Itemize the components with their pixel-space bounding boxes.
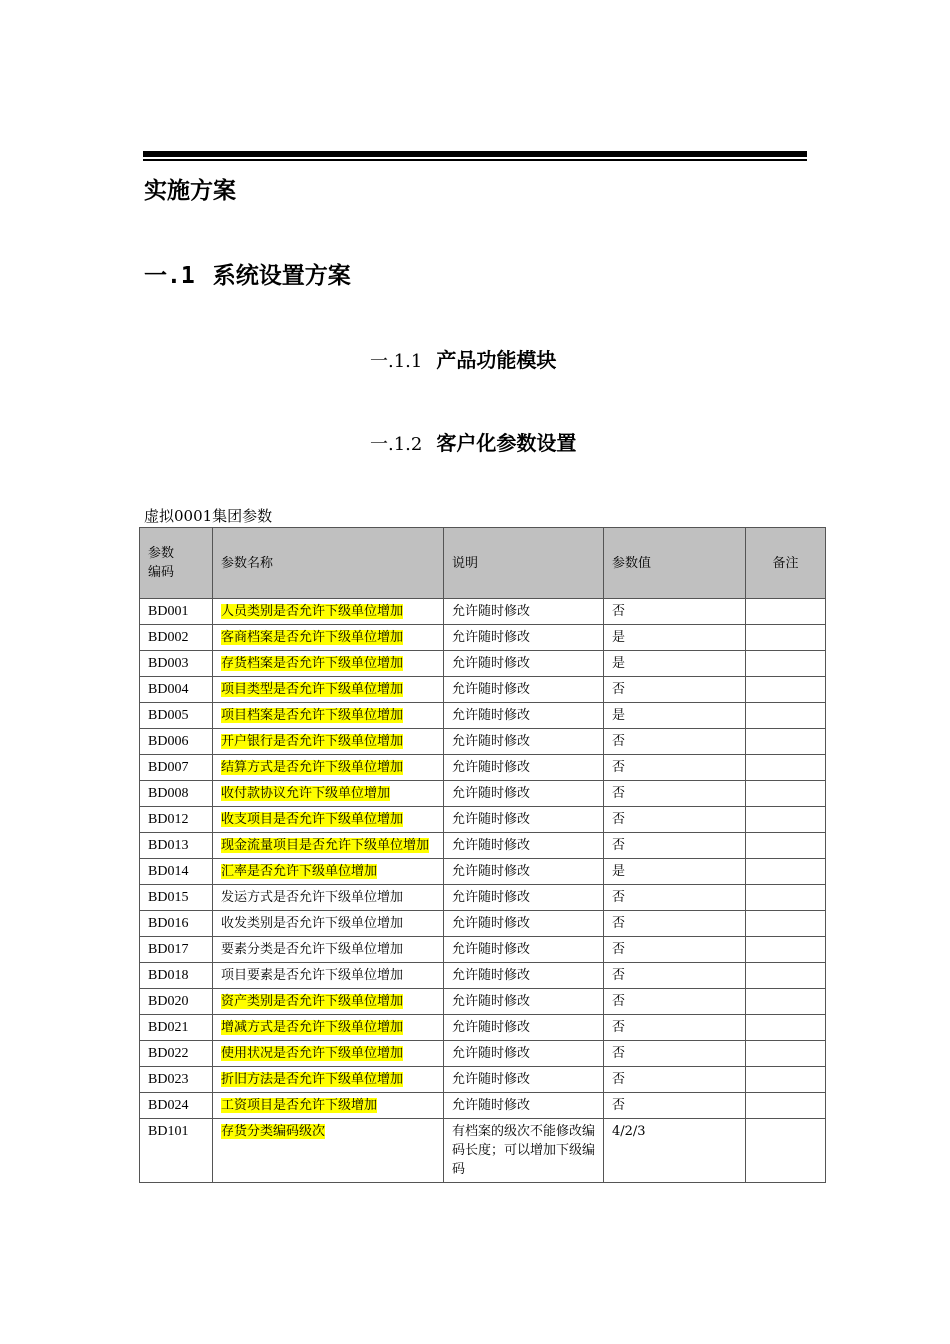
param-desc xyxy=(444,755,604,781)
param-desc xyxy=(444,963,604,989)
param-code xyxy=(140,807,213,833)
param-code-text: BD002 xyxy=(148,630,189,645)
param-note xyxy=(746,963,826,989)
param-desc xyxy=(444,703,604,729)
param-value-text: 否 xyxy=(612,1020,626,1035)
param-name-text: 要素分类是否允许下级单位增加 xyxy=(221,942,404,957)
param-desc xyxy=(444,1015,604,1041)
param-note xyxy=(746,651,826,677)
header-value: 参数值 xyxy=(604,528,746,599)
param-name xyxy=(213,625,444,651)
param-value-text: 是 xyxy=(612,656,626,671)
table-row xyxy=(140,1067,826,1093)
param-value xyxy=(604,859,746,885)
param-note xyxy=(746,1067,826,1093)
param-value-text: 否 xyxy=(612,812,626,827)
table-row xyxy=(140,625,826,651)
table-row xyxy=(140,781,826,807)
param-desc xyxy=(444,651,604,677)
param-code xyxy=(140,989,213,1015)
param-desc-text: 允许随时修改 xyxy=(452,1046,531,1061)
param-code xyxy=(140,1119,213,1183)
param-value-text: 4/2/3 xyxy=(612,1124,646,1139)
param-value-text: 否 xyxy=(612,786,626,801)
param-name-text: 汇率是否允许下级单位增加 xyxy=(221,864,378,879)
param-value xyxy=(604,677,746,703)
param-desc xyxy=(444,989,604,1015)
param-name xyxy=(213,1119,444,1183)
param-value-text: 否 xyxy=(612,760,626,775)
param-note xyxy=(746,911,826,937)
param-code-text: BD020 xyxy=(148,994,189,1009)
param-code-text: BD024 xyxy=(148,1098,189,1113)
param-name xyxy=(213,833,444,859)
param-desc xyxy=(444,625,604,651)
param-desc xyxy=(444,833,604,859)
param-value xyxy=(604,1041,746,1067)
param-name-text: 工资项目是否允许下级增加 xyxy=(221,1098,378,1113)
param-name xyxy=(213,1093,444,1119)
param-desc xyxy=(444,1067,604,1093)
param-desc xyxy=(444,885,604,911)
param-value xyxy=(604,1067,746,1093)
param-name xyxy=(213,755,444,781)
param-code-text: BD003 xyxy=(148,656,189,671)
param-note xyxy=(746,781,826,807)
param-code xyxy=(140,677,213,703)
param-desc-text: 允许随时修改 xyxy=(452,1072,531,1087)
param-name-text: 折旧方法是否允许下级单位增加 xyxy=(221,1072,404,1087)
param-code xyxy=(140,911,213,937)
param-value-text: 否 xyxy=(612,890,626,905)
param-code xyxy=(140,651,213,677)
param-code xyxy=(140,703,213,729)
table-row xyxy=(140,677,826,703)
table-row xyxy=(140,963,826,989)
heading-rule-thick xyxy=(143,151,807,157)
param-value xyxy=(604,807,746,833)
param-note xyxy=(746,885,826,911)
param-desc xyxy=(444,729,604,755)
param-desc-text: 允许随时修改 xyxy=(452,890,531,905)
param-code-text: BD017 xyxy=(148,942,189,957)
param-code-text: BD008 xyxy=(148,786,189,801)
header-name: 参数名称 xyxy=(213,528,444,599)
param-desc xyxy=(444,911,604,937)
param-desc-text: 允许随时修改 xyxy=(452,942,531,957)
param-desc xyxy=(444,781,604,807)
param-code-text: BD021 xyxy=(148,1020,189,1035)
param-value-text: 否 xyxy=(612,1098,626,1113)
table-row xyxy=(140,1015,826,1041)
header-desc: 说明 xyxy=(444,528,604,599)
section-heading xyxy=(144,257,351,290)
param-code-text: BD004 xyxy=(148,682,189,697)
param-desc-text: 允许随时修改 xyxy=(452,968,531,983)
table-row xyxy=(140,1093,826,1119)
param-value-text: 否 xyxy=(612,1072,626,1087)
param-desc-text: 允许随时修改 xyxy=(452,656,531,671)
param-value-text: 否 xyxy=(612,942,626,957)
param-code-text: BD015 xyxy=(148,890,189,905)
param-code xyxy=(140,963,213,989)
table-row xyxy=(140,1119,826,1183)
param-value xyxy=(604,833,746,859)
header-note: 备注 xyxy=(746,528,826,599)
param-name xyxy=(213,599,444,625)
table-row xyxy=(140,651,826,677)
param-name xyxy=(213,703,444,729)
param-code-text: BD005 xyxy=(148,708,189,723)
subsection-heading-2 xyxy=(370,427,576,456)
param-code-text: BD006 xyxy=(148,734,189,749)
header-code-line1: 参数 xyxy=(148,546,175,561)
param-value xyxy=(604,703,746,729)
param-name-text: 项目要素是否允许下级单位增加 xyxy=(221,968,404,983)
param-desc-text: 允许随时修改 xyxy=(452,1098,531,1113)
param-value-text: 否 xyxy=(612,734,626,749)
subsection-title: 产品功能模块 xyxy=(436,348,557,372)
param-code-text: BD012 xyxy=(148,812,189,827)
param-code xyxy=(140,625,213,651)
param-desc xyxy=(444,677,604,703)
param-desc xyxy=(444,1041,604,1067)
param-value-text: 否 xyxy=(612,916,626,931)
param-code xyxy=(140,1041,213,1067)
table-header-row xyxy=(140,528,826,599)
param-note xyxy=(746,1093,826,1119)
param-name xyxy=(213,963,444,989)
param-name xyxy=(213,911,444,937)
param-code-text: BD007 xyxy=(148,760,189,775)
param-desc xyxy=(444,807,604,833)
param-code xyxy=(140,1067,213,1093)
param-desc xyxy=(444,859,604,885)
param-name-text: 使用状况是否允许下级单位增加 xyxy=(221,1046,404,1061)
header-code xyxy=(140,528,213,599)
param-name-text: 收付款协议允许下级单位增加 xyxy=(221,786,391,801)
table-row xyxy=(140,885,826,911)
param-name xyxy=(213,729,444,755)
param-name-text: 存货分类编码级次 xyxy=(221,1124,326,1139)
param-value-text: 否 xyxy=(612,968,626,983)
param-code-text: BD001 xyxy=(148,604,189,619)
param-desc-text: 允许随时修改 xyxy=(452,1020,531,1035)
param-desc-text: 允许随时修改 xyxy=(452,864,531,879)
param-value xyxy=(604,755,746,781)
table-row xyxy=(140,937,826,963)
parameters-table xyxy=(139,527,826,1183)
param-note xyxy=(746,729,826,755)
param-value xyxy=(604,729,746,755)
param-code xyxy=(140,781,213,807)
table-row xyxy=(140,755,826,781)
subsection-title: 客户化参数设置 xyxy=(436,431,577,455)
param-note xyxy=(746,989,826,1015)
param-name-text: 项目档案是否允许下级单位增加 xyxy=(221,708,404,723)
param-desc-text: 允许随时修改 xyxy=(452,734,531,749)
param-value xyxy=(604,1015,746,1041)
param-name xyxy=(213,807,444,833)
param-value xyxy=(604,599,746,625)
param-desc-text: 允许随时修改 xyxy=(452,838,531,853)
param-desc-text: 允许随时修改 xyxy=(452,604,531,619)
param-code xyxy=(140,859,213,885)
param-value xyxy=(604,885,746,911)
param-note xyxy=(746,703,826,729)
param-name-text: 开户银行是否允许下级单位增加 xyxy=(221,734,404,749)
param-value-text: 否 xyxy=(612,994,626,1009)
param-value-text: 否 xyxy=(612,604,626,619)
param-value-text: 是 xyxy=(612,708,626,723)
param-desc-text: 允许随时修改 xyxy=(452,812,531,827)
table-row xyxy=(140,807,826,833)
param-name-text: 项目类型是否允许下级单位增加 xyxy=(221,682,404,697)
table-row xyxy=(140,599,826,625)
param-value xyxy=(604,651,746,677)
param-value xyxy=(604,937,746,963)
param-desc-text: 允许随时修改 xyxy=(452,786,531,801)
param-name xyxy=(213,989,444,1015)
param-desc-text: 允许随时修改 xyxy=(452,682,531,697)
param-name-text: 增减方式是否允许下级单位增加 xyxy=(221,1020,404,1035)
param-name-text: 存货档案是否允许下级单位增加 xyxy=(221,656,404,671)
param-name-text: 收支项目是否允许下级单位增加 xyxy=(221,812,404,827)
param-desc xyxy=(444,1093,604,1119)
param-name-text: 发运方式是否允许下级单位增加 xyxy=(221,890,404,905)
param-name xyxy=(213,677,444,703)
section-title: 系统设置方案 xyxy=(212,263,351,289)
heading-rule-thin xyxy=(143,159,807,161)
param-code xyxy=(140,1093,213,1119)
param-note xyxy=(746,625,826,651)
param-desc xyxy=(444,1119,604,1183)
param-code xyxy=(140,755,213,781)
param-note xyxy=(746,859,826,885)
param-note xyxy=(746,1119,826,1183)
param-name xyxy=(213,1015,444,1041)
param-code-text: BD013 xyxy=(148,838,189,853)
param-code xyxy=(140,833,213,859)
subsection-number: 一.1.1 xyxy=(370,351,423,372)
param-name xyxy=(213,937,444,963)
subsection-number: 一.1.2 xyxy=(370,434,423,455)
param-desc-text: 允许随时修改 xyxy=(452,760,531,775)
param-value-text: 是 xyxy=(612,864,626,879)
param-code xyxy=(140,599,213,625)
param-code xyxy=(140,937,213,963)
param-code xyxy=(140,1015,213,1041)
param-name xyxy=(213,651,444,677)
param-name xyxy=(213,859,444,885)
param-note xyxy=(746,1041,826,1067)
param-value xyxy=(604,1119,746,1183)
param-desc-text: 允许随时修改 xyxy=(452,708,531,723)
param-value xyxy=(604,911,746,937)
param-name xyxy=(213,781,444,807)
param-code-text: BD101 xyxy=(148,1124,189,1139)
section-number: 一.1 xyxy=(144,263,195,289)
param-note xyxy=(746,937,826,963)
param-value xyxy=(604,1093,746,1119)
param-note xyxy=(746,755,826,781)
table-row xyxy=(140,703,826,729)
param-value xyxy=(604,625,746,651)
param-name-text: 资产类别是否允许下级单位增加 xyxy=(221,994,404,1009)
chapter-title: 实施方案 xyxy=(144,178,236,204)
param-note xyxy=(746,833,826,859)
table-row xyxy=(140,729,826,755)
param-desc xyxy=(444,599,604,625)
table-row xyxy=(140,859,826,885)
param-note xyxy=(746,599,826,625)
param-desc-text: 允许随时修改 xyxy=(452,994,531,1009)
table-row xyxy=(140,989,826,1015)
param-value xyxy=(604,963,746,989)
param-value xyxy=(604,989,746,1015)
param-code-text: BD022 xyxy=(148,1046,189,1061)
param-code xyxy=(140,885,213,911)
param-name xyxy=(213,1067,444,1093)
param-name xyxy=(213,1041,444,1067)
param-code-text: BD023 xyxy=(148,1072,189,1087)
param-note xyxy=(746,807,826,833)
param-name-text: 现金流量项目是否允许下级单位增加 xyxy=(221,838,430,853)
param-value-text: 否 xyxy=(612,682,626,697)
param-note xyxy=(746,677,826,703)
param-name-text: 结算方式是否允许下级单位增加 xyxy=(221,760,404,775)
param-code-text: BD014 xyxy=(148,864,189,879)
table-row xyxy=(140,911,826,937)
table-row xyxy=(140,1041,826,1067)
param-desc xyxy=(444,937,604,963)
param-name-text: 人员类别是否允许下级单位增加 xyxy=(221,604,404,619)
param-value-text: 是 xyxy=(612,630,626,645)
param-value-text: 否 xyxy=(612,1046,626,1061)
param-code-text: BD016 xyxy=(148,916,189,931)
table-body xyxy=(140,599,826,1183)
param-name xyxy=(213,885,444,911)
param-value xyxy=(604,781,746,807)
param-value-text: 否 xyxy=(612,838,626,853)
param-code xyxy=(140,729,213,755)
param-code-text: BD018 xyxy=(148,968,189,983)
param-desc-text: 允许随时修改 xyxy=(452,630,531,645)
param-name-text: 收发类别是否允许下级单位增加 xyxy=(221,916,404,931)
table-caption: 虚拟0001集团参数 xyxy=(144,507,273,525)
param-note xyxy=(746,1015,826,1041)
param-name-text: 客商档案是否允许下级单位增加 xyxy=(221,630,404,645)
header-code-line2: 编码 xyxy=(148,565,175,580)
subsection-heading-1 xyxy=(370,344,556,373)
param-desc-text: 允许随时修改 xyxy=(452,916,531,931)
param-desc-text: 有档案的级次不能修改编码长度；可以增加下级编码 xyxy=(452,1124,596,1177)
table-row xyxy=(140,833,826,859)
